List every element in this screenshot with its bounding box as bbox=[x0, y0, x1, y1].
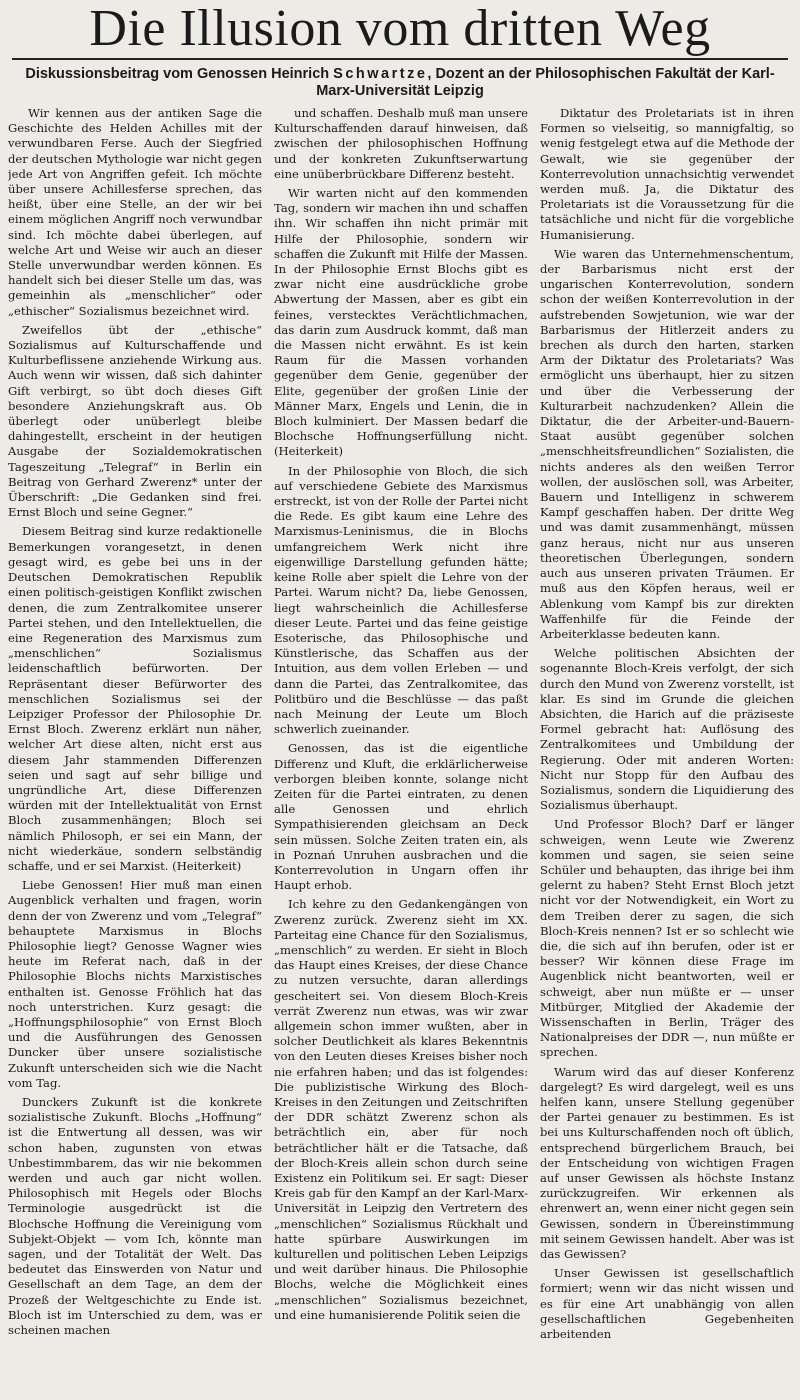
author-name: Schwartze bbox=[333, 66, 428, 82]
paragraph: Genossen, das ist die eigentliche Differenz und Kluft, die erklärlicherweise verborgen bleiben konnte, solange nicht Zeiten für die Partei eintraten, zu denen alle Genossen und ehrlich Sympathisierenden gleichsam an Deck sein müssen. Solche Zeiten traten ein, als in Poznań Unruhen ausbrachen und die Konterrevolution in Ungarn offen ihr Haupt erhob. bbox=[274, 741, 528, 893]
paragraph: Dunckers Zukunft ist die konkrete sozialistische Zukunft. Blochs „Hoffnung“ ist die Entwertung all dessen, was wir schon haben, zugunsten von etwas Unbestimmbarem, das wir nie bekommen werden und auch gar nicht wollen. Philosophisch mit Hegels oder Blochs Terminologie ausgedrückt ist die Blochsche Hoffnung die Vereinigung vom Subjekt-Objekt — vom Ich, könnte man sagen, und der Totalität der Welt. Das bedeutet das Einswerden von Natur und Gesellschaft an dem Tage, an dem der Prozeß der Weltgeschichte zu Ende ist. Bloch ist im Unterschied zu dem, was er scheinen machen bbox=[8, 1095, 262, 1338]
paragraph: Unser Gewissen ist gesellschaftlich formiert; wenn wir das nicht wissen und es für eine Art unabhängig von allen gesellschaftlichen Gegebenheiten arbeitenden bbox=[540, 1266, 794, 1342]
paragraph: Diesem Beitrag sind kurze redaktionelle Bemerkungen vorangesetzt, in denen gesagt wird, es gebe bei uns in der Deutschen Demokratischen Republik einen politisch-geistigen Konflikt zwischen denen, die zum Zentralkomitee unserer Partei stehen, und den Intellektuellen, die eine Regeneration des Marxismus zum „menschlichen“ Sozialismus leidenschaftlich befürworten. Der Repräsentant dieser Befürworter des menschlichen Sozialismus sei der Leipziger Professor der Philosophie Dr. Ernst Bloch. Zwerenz erklärt nun näher, welcher Art diese alten, nicht erst aus diesem Jahr stammenden Differenzen seien und sagt auf sehr billige und ungründliche Art, diese Differenzen würden mit der Intellektualität von Ernst Bloch zusammenhängen; Bloch sei nämlich Philosoph, er sei ein Mann, der nicht wiederkäue, sondern selbständig schaffe, und er sei Marxist. (Heiterkeit) bbox=[8, 524, 262, 873]
paragraph: Diktatur des Proletariats ist in ihren Formen so vielseitig, so mannigfaltig, so wenig festgelegt etwa auf die Methode der Gewalt, wie sie gegenüber der Konterrevolution unnachsichtig verwendet werden muß. Ja, die Diktatur des Proletariats ist die Voraussetzung für die tatsächliche und nicht für die vorgebliche Humanisierung. bbox=[540, 106, 794, 242]
paragraph: Ich kehre zu den Gedankengängen von Zwerenz zurück. Zwerenz sieht im XX. Parteitag eine Chance für den Sozialismus, „menschlich“ zu werden. Er sieht in Bloch das Haupt eines Kreises, der diese Chance zu nutzen versuchte, daran allerdings gescheitert sei. Von diesem Bloch-Kreis verrät Zwerenz nun etwas, was wir zwar allgemein schon immer wußten, aber in solcher Deutlichkeit als klares Bekenntnis von den Leuten dieses Kreises bisher noch nie erfahren haben; und das ist folgendes: Die publizistische Wirkung des Bloch-Kreises in den Zeitungen und Zeitschriften der DDR schätzt Zwerenz schon als beträchtlich ein, aber für noch beträchtlicher hält er die Tatsache, daß der Bloch-Kreis allein schon durch seine Existenz ein Politikum sei. Er sagt: Dieser Kreis gab für den Kampf an der Karl-Marx-Universität in Leipzig den Vertretern des „menschlichen“ Sozialismus Rückhalt und hatte spürbare Auswirkungen im kulturellen und politischen Leben Leipzigs und weit darüber hinaus. Die Philosophie Blochs, welche die Möglichkeit eines „menschlichen“ Sozialismus bezeichnet, und eine humanisierende Politik seien die bbox=[274, 897, 528, 1322]
paragraph: Wir kennen aus der antiken Sage die Geschichte des Helden Achilles mit der verwundbaren Ferse. Auch der Siegfried der deutschen Mythologie war nicht gegen jede Art von Angriffen gefeit. Ich möchte über unsere Achillesferse sprechen, das heißt, über eine Stelle, an der wir bei einem möglichen Angriff noch verwundbar sind. Ich möchte dabei überlegen, auf welche Art und Weise wir auch an dieser Stelle unverwundbar werden können. Es handelt sich bei dieser Stelle um das, was gemeinhin als „menschlicher“ oder „ethischer“ Sozialismus bezeichnet wird. bbox=[8, 106, 262, 318]
subheadline-pre: Diskussionsbeitrag vom Genossen Heinrich bbox=[25, 66, 330, 82]
column-3 bbox=[540, 106, 794, 1400]
paragraph: Liebe Genossen! Hier muß man einen Augenblick verhalten und fragen, worin denn der von Zwerenz und vom „Telegraf“ behauptete Marxismus in Blochs Philosophie liegt? Genosse Wagner wies heute im Referat nach, daß in der Philosophie Blochs nichts Marxistisches enthalten ist. Genosse Fröhlich hat das noch unterstrichen. Kurz gesagt: die „Hoffnungsphilosophie“ von Ernst Bloch und die Ausführungen des Genossen Duncker über unsere sozialistische Zukunft unterscheiden sich wie die Nacht vom Tag. bbox=[8, 878, 262, 1090]
headline-rule bbox=[12, 58, 788, 60]
paragraph: und schaffen. Deshalb muß man unsere Kulturschaffenden darauf hinweisen, daß zwischen der philosophischen Hoffnung und der konkreten Zukunftserwartung eine unüberbrückbare Differenz besteht. bbox=[274, 106, 528, 181]
subheadline bbox=[20, 66, 780, 100]
column-1 bbox=[8, 106, 262, 1400]
paragraph: Wie waren das Unternehmenschentum, der Barbarismus nicht erst der ungarischen Konterrevolution, sondern schon der weißen Konterrevolution in der aufstrebenden Sowjetunion, wie war der Barbarismus der Hitlerzeit anders zu brechen als durch den harten, starken Arm der Diktatur des Proletariats? Was ermöglicht uns überhaupt, hier zu sitzen und über die Verbesserung der Kulturarbeit nachzudenken? Allein die Diktatur, die der Arbeiter-und-Bauern-Staat ausübt gegenüber solchen „menschheitsfreundlichen“ Sozialisten, die nichts anderes als den weißen Terror wollen, der auslöschen soll, was Arbeiter, Bauern und Intelligenz in schwerem Kampf geschaffen haben. Der dritte Weg und was damit zusammenhängt, müssen ganz heraus, nicht nur aus unseren theoretischen Überlegungen, sondern auch aus unseren privaten Träumen. Er muß aus den Köpfen heraus, weil er Ablenkung vom Kampf bis zur direkten Waffenhilfe für die Feinde der Arbeiterklasse bedeuten kann. bbox=[540, 246, 794, 641]
paragraph: Wir warten nicht auf den kommenden Tag, sondern wir machen ihn und schaffen ihn. Wir schaffen ihn nicht primär mit Hilfe der Philosophie, sondern wir schaffen die Zukunft mit Hilfe der Massen. In der Philosophie Ernst Blochs gibt es zwar nicht eine ausdrückliche grobe Abwertung der Massen, aber es gibt ein feines, verstecktes Verächtlichmachen, das darin zum Ausdruck kommt, daß man die Massen nicht erwähnt. Es ist kein Raum für die Massen vorhanden gegenüber dem Genie, gegenüber der Elite, gegenüber der großen Linie der Männer Marx, Engels und Lenin, die in Bloch kulminiert. Der Massen bedarf die Blochsche Hoffnungserfüllung nicht. (Heiterkeit) bbox=[274, 186, 528, 459]
headline: Die Illusion vom dritten Weg bbox=[89, 0, 711, 57]
paragraph: In der Philosophie von Bloch, die sich auf verschiedene Gebiete des Marxismus erstreckt, ist von der Rolle der Partei nicht die Rede. Es gibt kaum eine Lehre des Marxismus-Leninismus, die in Blochs umfangreichem Werk nicht ihre eigenwillige Darstellung gefunden hätte; keine Rolle aber spielt die Lehre von der Partei. Warum nicht? Da, liebe Genossen, liegt wahrscheinlich die Achillesferse dieser Leute. Partei und das feine geistige Esoterische, das Philosophische und Künstlerische, das Schaffen aus der Intuition, aus dem vollen Erleben — und dann die Partei, das Zentralkomitee, das Politbüro und die Beschlüsse — das paßt nach Meinung der Leute um Bloch schwerlich zueinander. bbox=[274, 463, 528, 737]
paragraph: Und Professor Bloch? Darf er länger schweigen, wenn Leute wie Zwerenz kommen und sagen, sie seien seine Schüler und behaupten, das ihrige bei ihm gelernt zu haben? Steht Ernst Bloch jetzt nicht vor der Notwendigkeit, ein Wort zu dem Treiben derer zu sagen, die sich Bloch-Kreis nennen? Ist er so schlecht wie die, die sich auf ihn berufen, oder ist er besser? Wir können diese Frage im Augenblick nicht beantworten, weil er schweigt, aber nun müßte er — unser Mitbürger, Mitglied der Akademie der Wissenschaften in Berlin, Träger des Nationalpreises der DDR —, nun müßte er sprechen. bbox=[540, 817, 794, 1060]
paragraph: Zweifellos übt der „ethische“ Sozialismus auf Kulturschaffende und Kulturbeflissene anziehende Wirkung aus. Auch wenn wir wissen, daß sich dahinter Gift verbirgt, so übt doch dieses Gift besondere Anziehungskraft aus. Ob überlegt oder unüberlegt bleibe dahingestellt, erscheint in der heutigen Ausgabe der Sozialdemokratischen Tageszeitung „Telegraf“ in Berlin ein Beitrag von Gerhard Zwerenz* unter der Überschrift: „Die Gedanken sind frei. Ernst Bloch und seine Gegner.“ bbox=[8, 322, 262, 520]
paragraph: Welche politischen Absichten der sogenannte Bloch-Kreis verfolgt, der sich durch den Mund von Zwerenz vorstellt, ist klar. Es sind im Grunde die gleichen Absichten, die Harich auf die präziseste Formel gebracht hat: Auflösung des Zentralkomitees und Umbildung der Regierung. Oder mit anderen Worten: Nicht nur Stopp für den Aufbau des Sozialismus, sondern die Liquidierung des Sozialismus überhaupt. bbox=[540, 646, 794, 813]
column-2 bbox=[274, 106, 528, 1400]
subheadline-post: , Dozent an der Philosophischen Fakultät der Karl-Marx-Universität Leipzig bbox=[316, 66, 775, 99]
article-columns bbox=[0, 106, 800, 1400]
paragraph: Warum wird das auf dieser Konferenz dargelegt? Es wird dargelegt, weil es uns helfen kann, unsere Stellung gegenüber der Partei genauer zu bestimmen. Es ist bei uns Kulturschaffenden noch oft üblich, entsprechend bürgerlichem Brauch, bei der Entscheidung von wichtigen Fragen auf unser Gewissen als höchste Instanz zurückzugreifen. Wir erkennen als ehrenwert an, wenn einer nicht gegen sein Gewissen, sondern in Übereinstimmung mit seinem Gewissen handelt. Aber was ist das Gewissen? bbox=[540, 1064, 794, 1262]
